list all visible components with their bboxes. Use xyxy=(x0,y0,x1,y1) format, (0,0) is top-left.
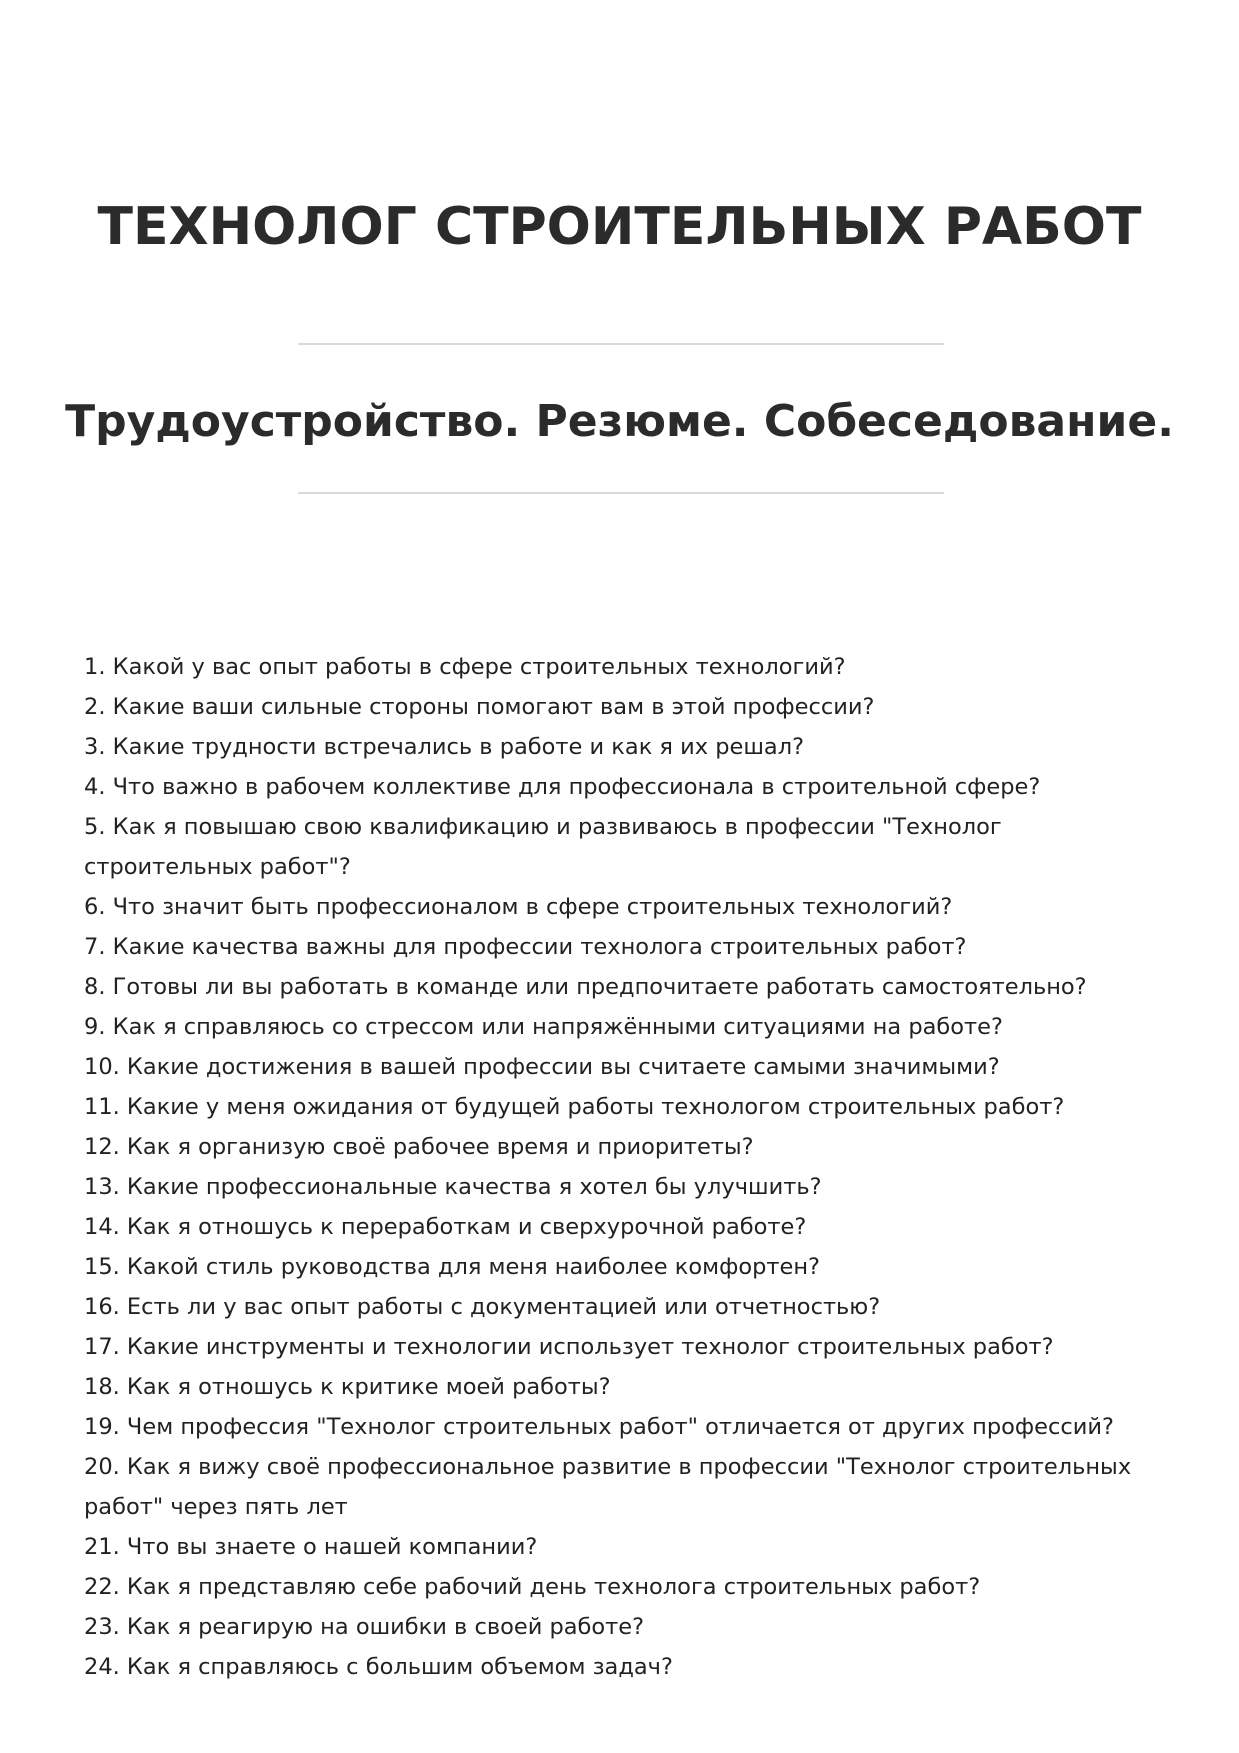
question-item: 15. Какой стиль руководства для меня наиболее комфортен? xyxy=(84,1254,820,1280)
question-item: 17. Какие инструменты и технологии использует технолог строительных работ? xyxy=(84,1334,1054,1360)
question-item: 7. Какие качества важны для профессии технолога строительных работ? xyxy=(84,934,967,960)
question-item: 18. Как я отношусь к критике моей работы? xyxy=(84,1374,611,1400)
question-item: 23. Как я реагирую на ошибки в своей работе? xyxy=(84,1614,645,1640)
question-item: 20. Как я вижу своё профессиональное развитие в профессии "Технолог строительных работ" через пять лет xyxy=(84,1454,1132,1520)
question-item: 19. Чем профессия "Технолог строительных работ" отличается от других профессий? xyxy=(84,1414,1114,1440)
question-item: 24. Как я справляюсь с большим объемом задач? xyxy=(84,1654,673,1680)
question-item: 6. Что значит быть профессионалом в сфере строительных технологий? xyxy=(84,894,953,920)
question-item: 22. Как я представляю себе рабочий день технолога строительных работ? xyxy=(84,1574,981,1600)
question-item: 13. Какие профессиональные качества я хотел бы улучшить? xyxy=(84,1174,822,1200)
question-item: 10. Какие достижения в вашей профессии вы считаете самыми значимыми? xyxy=(84,1054,1000,1080)
page-subtitle: Трудоустройство. Резюме. Собеседование. xyxy=(65,396,1174,447)
question-item: 4. Что важно в рабочем коллективе для профессионала в строительной сфере? xyxy=(84,774,1041,800)
question-item: 1. Какой у вас опыт работы в сфере строительных технологий? xyxy=(84,654,846,680)
question-item: 16. Есть ли у вас опыт работы с документацией или отчетностью? xyxy=(84,1294,881,1320)
question-item: 9. Как я справляюсь со стрессом или напряжёнными ситуациями на работе? xyxy=(84,1014,1003,1040)
question-list xyxy=(84,647,1164,1687)
question-item: 14. Как я отношусь к переработкам и сверхурочной работе? xyxy=(84,1214,807,1240)
question-item: 12. Как я организую своё рабочее время и приоритеты? xyxy=(84,1134,754,1160)
page-title: ТЕХНОЛОГ СТРОИТЕЛЬНЫХ РАБОТ xyxy=(97,197,1142,257)
title-divider xyxy=(298,343,944,345)
question-item: 5. Как я повышаю свою квалификацию и развиваюсь в профессии "Технолог строительных работ"? xyxy=(84,814,1002,880)
question-item: 3. Какие трудности встречались в работе и как я их решал? xyxy=(84,734,805,760)
question-item: 8. Готовы ли вы работать в команде или предпочитаете работать самостоятельно? xyxy=(84,974,1087,1000)
question-item: 11. Какие у меня ожидания от будущей работы технологом строительных работ? xyxy=(84,1094,1065,1120)
subtitle-divider xyxy=(298,492,944,494)
question-item: 2. Какие ваши сильные стороны помогают вам в этой профессии? xyxy=(84,694,875,720)
question-item: 21. Что вы знаете о нашей компании? xyxy=(84,1534,538,1560)
